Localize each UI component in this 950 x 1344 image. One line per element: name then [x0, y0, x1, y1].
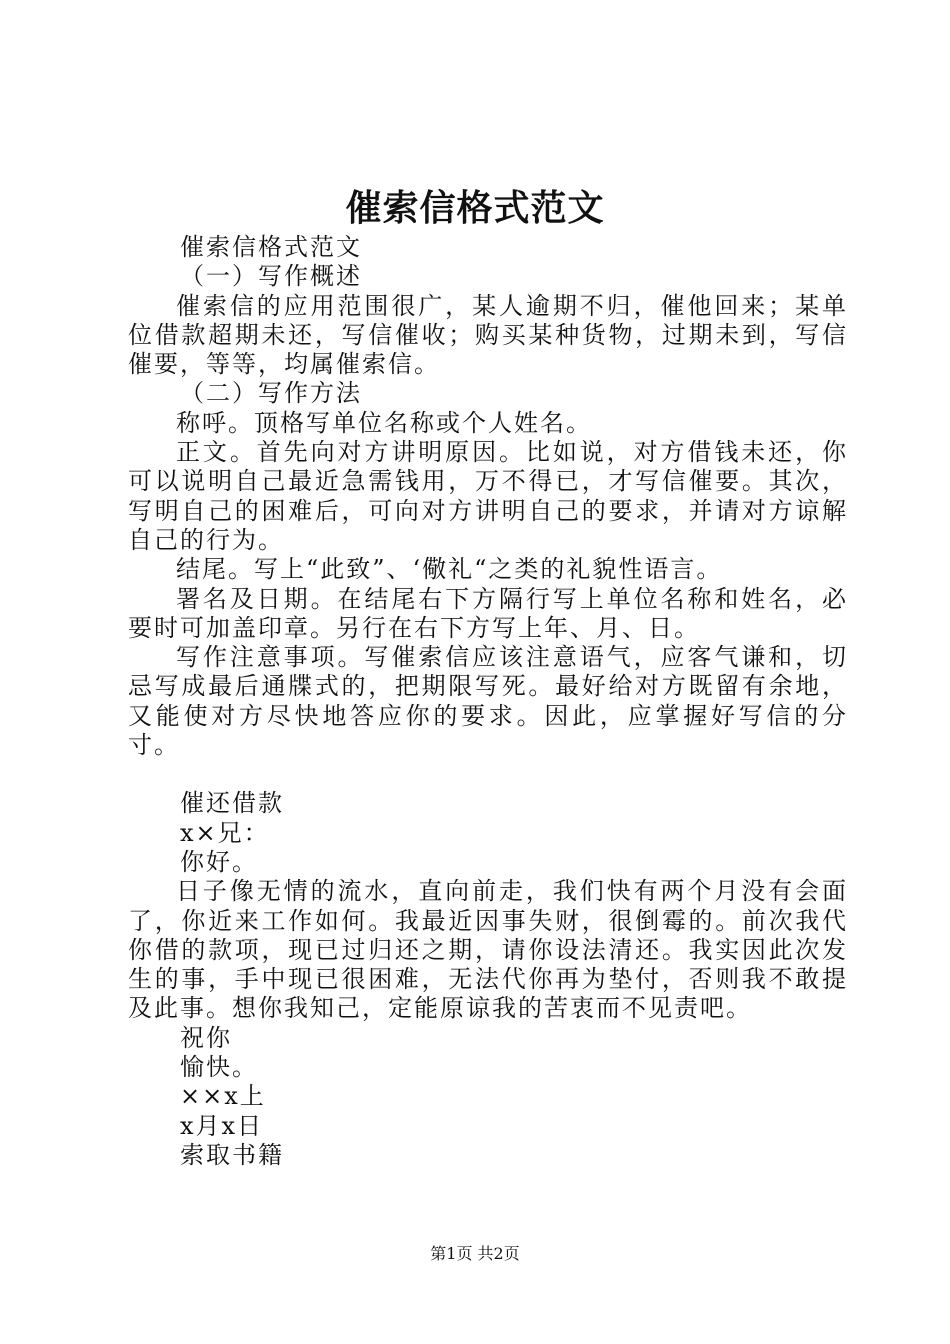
letter-body: 日子像无情的流水，直向前走，我们快有两个月没有会面了，你近来工作如何。我最近因事失财，很倒霉的。前次我代你借的款项，现已过归还之期，请你设法清还。我实因此次发生的事，手中现已很困难，无法代你再为垫付，否则我不敢提及此事。想你我知己，定能原谅我的苦衷而不见责吧。 [128, 877, 848, 1023]
document-body [128, 233, 848, 1170]
section-heading-overview: （一）写作概述 [180, 262, 362, 291]
next-section-heading: 索取书籍 [180, 1140, 284, 1169]
document-title: 催索信格式范文 [345, 187, 605, 229]
letter-salutation: x×兄： [180, 818, 270, 847]
paragraph-signature-date: 署名及日期。在结尾右下方隔行写上单位名称和姓名，必要时可加盖印章。另行在右下方写上年、月、日。 [128, 584, 848, 642]
paragraph-salutation: 称呼。顶格写单位名称或个人姓名。 [176, 408, 592, 437]
letter-greeting: 你好。 [180, 847, 258, 876]
letter-closing-line-1: 祝你 [180, 1023, 232, 1052]
paragraph-main-text: 正文。首先向对方讲明原因。比如说，对方借钱未还，你可以说明自己最近急需钱用，万不得已，才写信催要。其次，写明自己的困难后，可向对方讲明自己的要求，并请对方谅解自己的行为。 [128, 438, 848, 554]
paragraph-closing: 结尾。写上“此致”、‘儆礼“之类的礼貌性语言。 [176, 555, 723, 584]
body-subtitle: 催索信格式范文 [180, 233, 362, 261]
section-heading-method: （二）写作方法 [180, 379, 362, 408]
letter-subject: 催还借款 [180, 789, 284, 818]
page-footer: 第1页 共2页 [430, 1244, 520, 1263]
letter-date: x月x日 [180, 1111, 264, 1140]
paragraph-notes: 写作注意事项。写催索信应该注意语气，应客气谦和，切忌写成最后通牒式的，把期限写死。最好给对方既留有余地，又能使对方尽快地答应你的要求。因此，应掌握好写信的分寸。 [128, 643, 848, 760]
paragraph-overview: 催索信的应用范围很广，某人逾期不归，催他回来；某单位借款超期未还，写信催收；购买某种货物，过期未到，写信催要，等等，均属催索信。 [128, 291, 848, 379]
blank-line [128, 760, 848, 789]
letter-closing-line-2: 愉快。 [180, 1053, 258, 1082]
letter-signature: ××x上 [180, 1082, 266, 1111]
